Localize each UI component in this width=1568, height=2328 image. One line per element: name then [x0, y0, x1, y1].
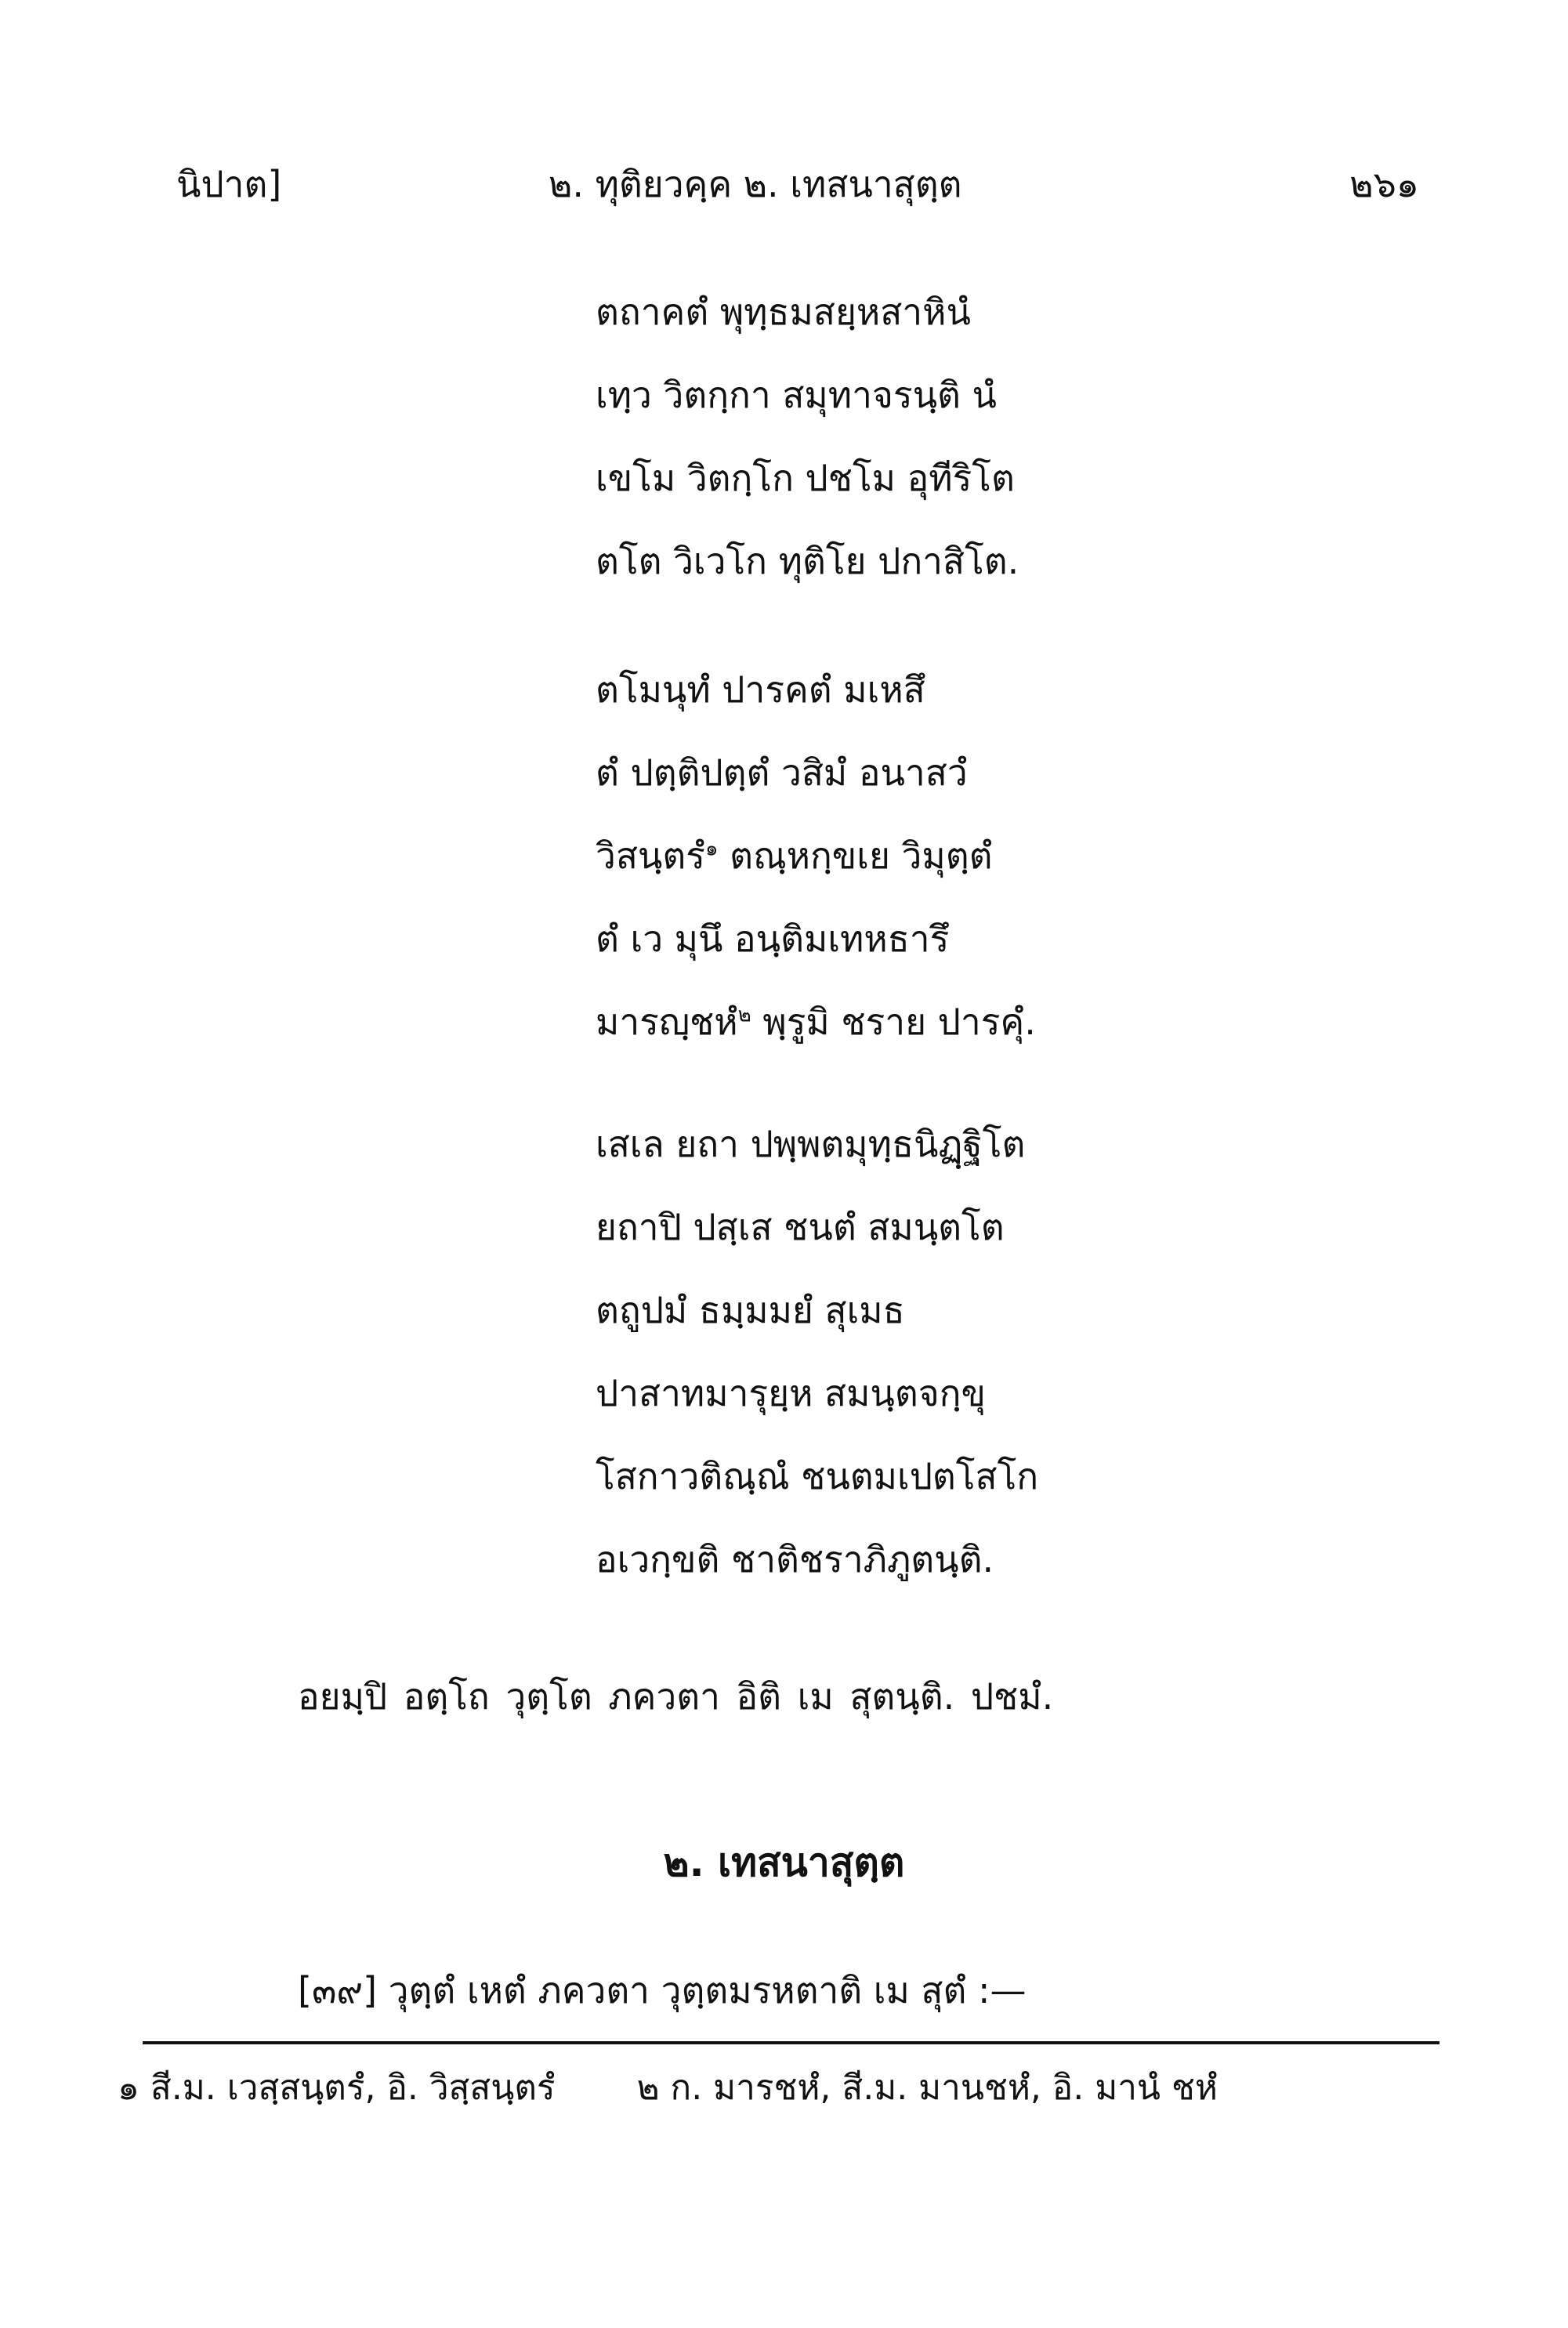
- verse-line: ตํ ปตฺติปตฺตํ วสิมํ อนาสวํ: [596, 751, 968, 794]
- verse-text: วิสนฺตรํ: [596, 835, 705, 877]
- running-header-center: ๒. ทุติยวคฺค ๒. เทสนาสุตฺต: [549, 163, 962, 205]
- verse-text: พฺรูมิ ชราย ปารคุํ.: [762, 1001, 1036, 1043]
- verse-line: เขโม วิตกฺโก ปชโม อุทีริโต: [596, 457, 1015, 499]
- verse-stanza-3: [596, 1121, 1536, 1619]
- footnote-marker: ๑: [704, 837, 719, 861]
- verse-line: ตถาคตํ พุทฺธมสยฺหสาหินํ: [596, 291, 971, 333]
- verse-stanza-2: [596, 666, 1536, 1081]
- verse-line: ตํ เว มุนึ อนฺติมเทหธารึ: [596, 918, 950, 960]
- verse-line: อเวกฺขติ ชาติชราภิภูตนฺติ.: [596, 1538, 994, 1580]
- section-title: ๒. เทสนาสุตฺต: [663, 1840, 905, 1885]
- closing-formula: อยมฺปิ อตฺโถ วุตฺโต ภควตา อิติ เม สุตนฺติ. ปชมํ.: [298, 1675, 1054, 1718]
- verse-stanza-1: [596, 288, 1536, 621]
- footnote-1: ๑ สี.ม. เวสฺสนฺตรํ, อิ. วิสฺสนฺตรํ: [118, 2068, 556, 2108]
- verse-text: มารญฺชหํ: [596, 1001, 738, 1043]
- footnote-divider: [143, 2041, 1439, 2044]
- running-header-left: นิปาต]: [176, 163, 282, 205]
- verse-line: ตโต วิเวโก ทุติโย ปกาสิโต.: [596, 540, 1019, 582]
- verse-line: ปาสาทมารุยฺห สมนฺตจกฺขุ: [596, 1372, 986, 1414]
- verse-line: โสกาวติณฺณํ ชนตมเปตโสโก: [596, 1455, 1039, 1497]
- verse-line: เสเล ยถา ปพฺพตมุทฺธนิฏฺฐิโต: [596, 1123, 1026, 1165]
- verse-line: เทฺว วิตกฺกา สมุทาจรนฺติ นํ: [596, 374, 997, 416]
- verse-text: ตณฺหกฺขเย วิมุตฺตํ: [730, 835, 993, 877]
- page-number: ๒๖๑: [1349, 163, 1419, 205]
- footnote-2: ๒ ก. มารชหํ, สี.ม. มานชหํ, อิ. มานํ ชหํ: [636, 2068, 1218, 2108]
- section-intro: [๓๙] วุตฺตํ เหตํ ภควตา วุตฺตมรหตาติ เม สุตํ :—: [298, 1969, 1027, 2011]
- footnote-marker: ๒: [737, 1003, 751, 1027]
- verse-line: ยถาปิ ปสฺเส ชนตํ สมนฺตโต: [596, 1206, 1005, 1248]
- verse-line-with-footnote: [596, 998, 1536, 1045]
- verse-line: ตถูปมํ ธมฺมมยํ สุเมธ: [596, 1289, 905, 1331]
- footnotes: [118, 2065, 1218, 2112]
- verse-line-with-footnote: [596, 832, 1536, 879]
- verse-line: ตโมนุทํ ปารคตํ มเหสึ: [596, 668, 925, 711]
